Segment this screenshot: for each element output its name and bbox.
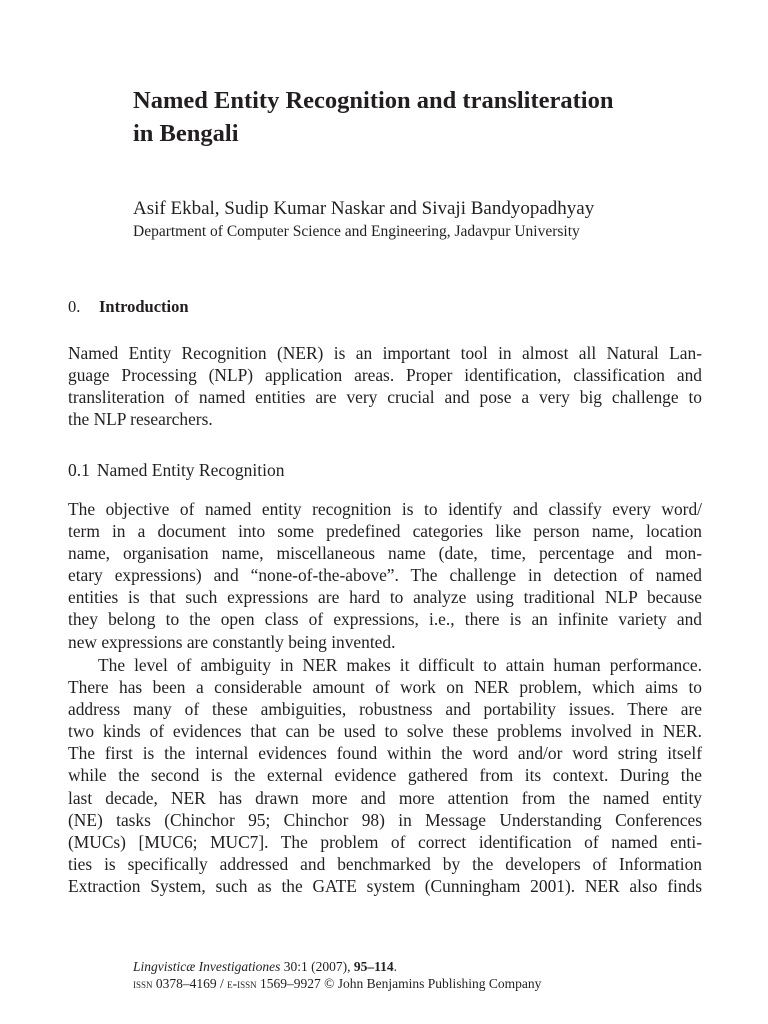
affiliation: Department of Computer Science and Engineering, Jadavpur University	[133, 223, 580, 240]
issn-line	[133, 975, 541, 992]
text-line: the NLP researchers.	[68, 409, 213, 430]
title-line: in Bengali	[133, 120, 239, 147]
text-line: (NE) tasks (Chinchor 95; Chinchor 98) in Message Understanding Conferences	[68, 809, 702, 830]
text-line: two kinds of evidences that can be used to solve these problems involved in NER.	[68, 721, 702, 742]
text-line: Named Entity Recognition (NER) is an important tool in almost all Natural Lan-	[68, 343, 702, 363]
text-line: new expressions are constantly being invented.	[68, 631, 396, 652]
text-line: entities is that such expressions are hard to analyze using traditional NLP because	[68, 587, 702, 608]
issn: issn 0378–4169 / e-issn 1569–9927	[133, 976, 321, 991]
section-title: Introduction	[99, 297, 189, 316]
text-line: The objective of named entity recognition is to identify and classify every word/	[68, 499, 702, 519]
text-line: There has been a considerable amount of work on NER problem, which aims to	[68, 677, 702, 698]
authors: Asif Ekbal, Sudip Kumar Naskar and Sivaji Bandyopadhyay	[133, 198, 595, 219]
text-line: etary expressions) and “none-of-the-above”. The challenge in detection of named	[68, 565, 702, 586]
subsection-heading-ner	[68, 460, 284, 481]
text-line: name, organisation name, miscellaneous name (date, time, percentage and mon-	[68, 543, 702, 564]
text-line: guage Processing (NLP) application areas. Proper identification, classification and	[68, 365, 702, 386]
text-line: The level of ambiguity in NER makes it difficult to attain human performance.	[98, 655, 702, 675]
title-line: Named Entity Recognition and transliteration	[133, 87, 614, 114]
citation-period: .	[393, 959, 398, 974]
section-heading-introduction	[68, 297, 189, 317]
text-line: they belong to the open class of expressions, i.e., there is an infinite variety and	[68, 609, 702, 630]
subsection-title: Named Entity Recognition	[96, 460, 285, 480]
text-line: ties is specifically addressed and benchmarked by the developers of Information	[68, 853, 702, 874]
text-line: Extraction System, such as the GATE system (Cunningham 2001). NER also finds	[68, 875, 702, 896]
text-line: term in a document into some predefined categories like person name, location	[68, 521, 702, 542]
citation-footer	[133, 958, 541, 992]
paragraph-objective	[68, 498, 702, 653]
text-line: last decade, NER has drawn more and more attention from the named entity	[68, 787, 702, 808]
section-number: 0.	[68, 297, 81, 316]
text-line: transliteration of named entities are very crucial and pose a very big challenge to	[68, 387, 702, 408]
paragraph-ambiguity	[68, 654, 702, 897]
subsection-number: 0.1	[68, 460, 90, 480]
text-line: The first is the internal evidences found within the word and/or word string itself	[68, 743, 702, 764]
text-line: address many of these ambiguities, robustness and portability issues. There are	[68, 699, 702, 720]
journal-name: Lingvisticæ Investigationes	[133, 959, 281, 974]
journal-volume: 30:1 (2007),	[283, 959, 351, 974]
text-line: (MUCs) [MUC6; MUC7]. The problem of correct identification of named enti-	[68, 831, 702, 852]
paper-title	[133, 84, 613, 150]
text-line: while the second is the external evidence gathered from its context. During the	[68, 765, 702, 786]
paragraph-intro	[68, 342, 702, 430]
journal-pages: 95–114	[353, 959, 394, 974]
copyright: © John Benjamins Publishing Company	[324, 976, 542, 991]
journal-citation	[133, 958, 541, 975]
